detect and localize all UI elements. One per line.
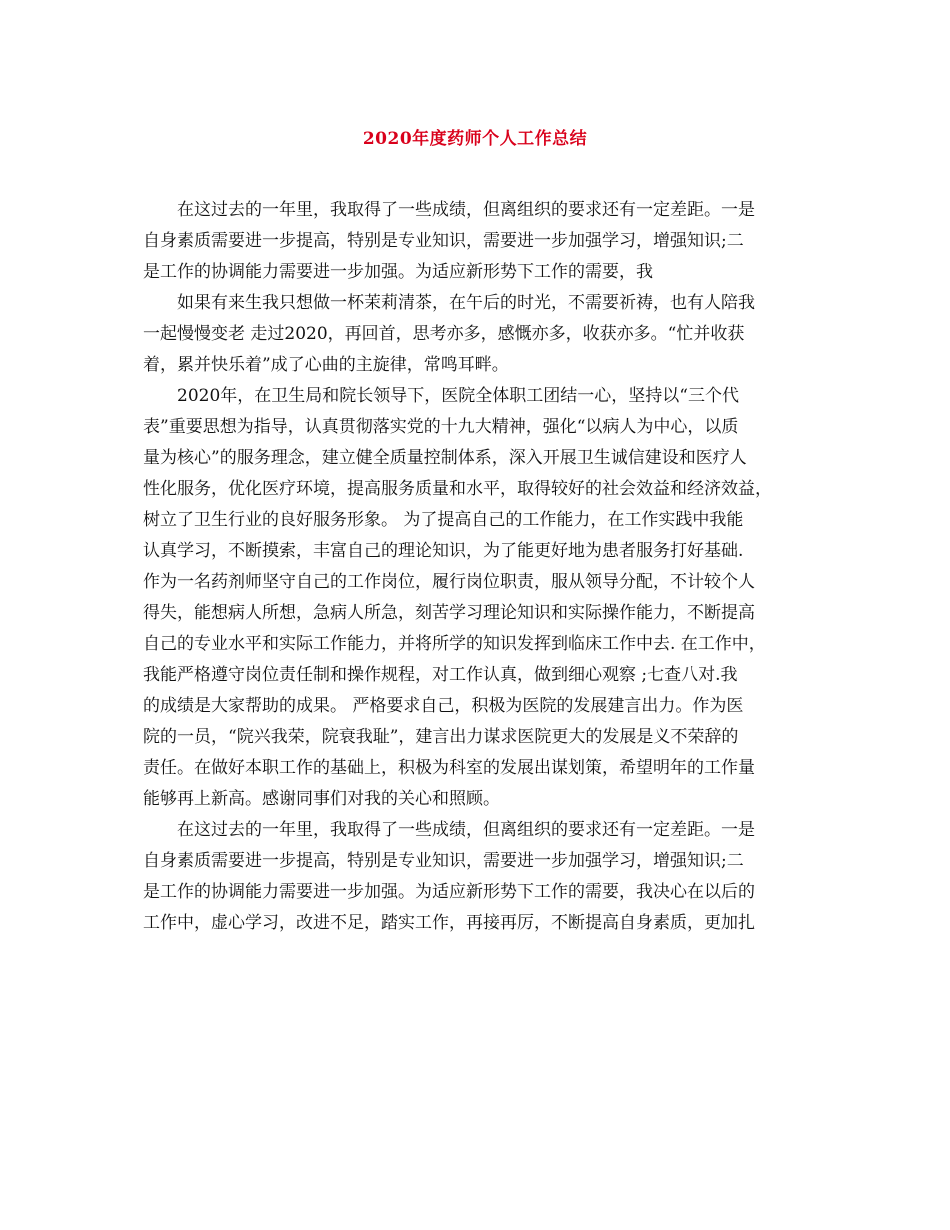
text-line: 2020年，在卫生局和院长领导下，医院全体职工团结一心，坚持以“三个代	[143, 386, 739, 406]
text-line: 责任。在做好本职工作的基础上，积极为科室的发展出谋划策，希望明年的工作量	[143, 758, 755, 778]
text-line: 自身素质需要进一步提高，特别是专业知识，需要进一步加强学习，增强知识;二	[143, 851, 744, 871]
text-line: 一起慢慢变老 走过2020，再回首，思考亦多，感慨亦多，收获亦多。“忙并收获	[143, 324, 745, 344]
text-line: 性化服务，优化医疗环境，提高服务质量和水平，取得较好的社会效益和经济效益，	[143, 479, 772, 499]
text-line: 量为核心”的服务理念，建立健全质量控制体系，深入开展卫生诚信建设和医疗人	[143, 448, 747, 468]
text-line: 是工作的协调能力需要进一步加强。为适应新形势下工作的需要，我决心在以后的	[143, 882, 755, 902]
text-line: 在这过去的一年里，我取得了一些成绩，但离组织的要求还有一定差距。一是	[143, 820, 755, 840]
text-line: 我能严格遵守岗位责任制和操作规程，对工作认真，做到细心观察 ;七查八对.我	[143, 665, 738, 685]
text-line: 得失，能想病人所想，急病人所急，刻苦学习理论知识和实际操作能力，不断提高	[143, 603, 755, 623]
text-line: 树立了卫生行业的良好服务形象。 为了提高自己的工作能力，在工作实践中我能	[143, 510, 744, 530]
text-line: 是工作的协调能力需要进一步加强。为适应新形势下工作的需要，我	[143, 262, 653, 282]
text-line: 工作中，虚心学习，改进不足，踏实工作，再接再厉，不断提高自身素质，更加扎	[143, 913, 755, 933]
text-line: 能够再上新高。感谢同事们对我的关心和照顾。	[143, 789, 500, 809]
text-line: 的成绩是大家帮助的成果。 严格要求自己，积极为医院的发展建言出力。作为医	[143, 696, 744, 716]
text-line: 自身素质需要进一步提高，特别是专业知识，需要进一步加强学习，增强知识;二	[143, 231, 744, 251]
document-title: 2020年度药师个人工作总结	[362, 129, 588, 149]
text-line: 表”重要思想为指导，认真贯彻落实党的十九大精神，强化“以病人为中心，以质	[143, 417, 739, 437]
text-line: 着，累并快乐着”成了心曲的主旋律，常鸣耳畔。	[143, 355, 509, 375]
text-line: 认真学习，不断摸索，丰富自己的理论知识，为了能更好地为患者服务打好基础.	[143, 541, 744, 561]
text-line: 院的一员，“院兴我荣，院衰我耻”，建言出力谋求医院更大的发展是义不荣辞的	[143, 727, 739, 747]
text-line: 作为一名药剂师坚守自己的工作岗位，履行岗位职责，服从领导分配，不计较个人	[143, 572, 755, 592]
text-line: 如果有来生我只想做一杯茉莉清茶，在午后的时光，不需要祈祷，也有人陪我	[143, 293, 755, 313]
text-line: 自己的专业水平和实际工作能力，并将所学的知识发挥到临床工作中去. 在工作中，	[143, 634, 766, 654]
text-line: 在这过去的一年里，我取得了一些成绩，但离组织的要求还有一定差距。一是	[143, 200, 755, 220]
